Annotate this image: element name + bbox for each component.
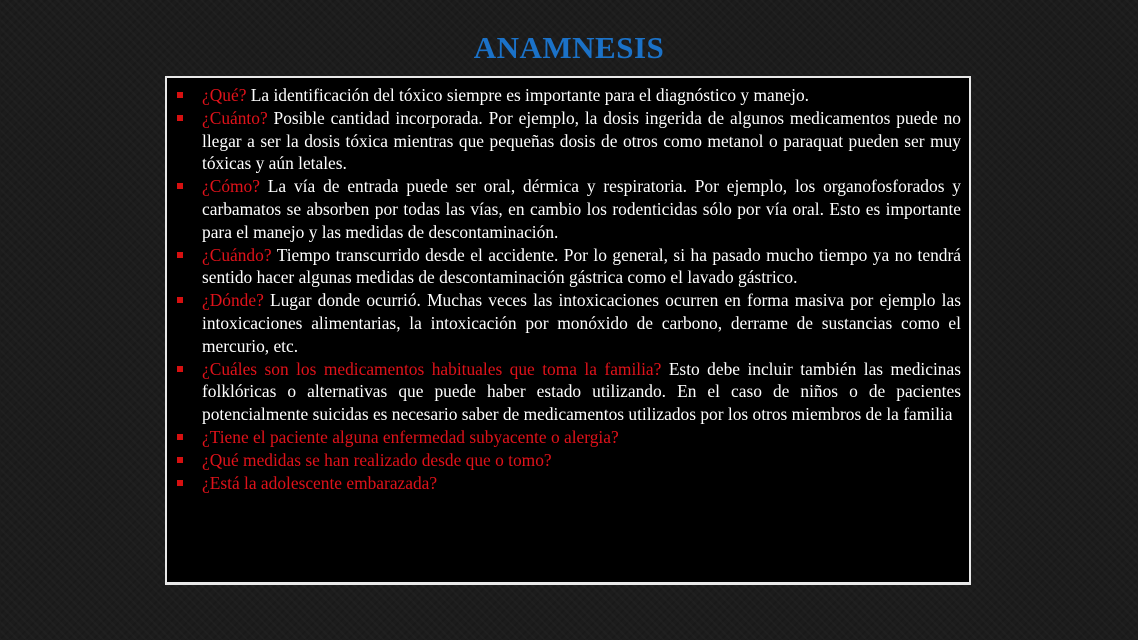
bullet-square-icon	[177, 297, 183, 303]
question-text: ¿Tiene el paciente alguna enfermedad subyacente o alergia?	[202, 426, 619, 447]
list-item	[173, 358, 967, 426]
answer-text: Esto debe incluir también las medicinas folklóricas o alternativas que puede haber estado utilizando. En el caso de niños o de pacientes potencialmente suicidas es necesario saber de medicamentos utilizados por los otros miembros de la familia	[202, 358, 961, 425]
question-text: ¿Qué medidas se han realizado desde que o tomo?	[202, 449, 552, 470]
question-text: ¿Cuándo?	[202, 244, 272, 265]
bullet-square-icon	[177, 92, 183, 98]
question-text: ¿Qué?	[202, 85, 247, 105]
list-item	[173, 426, 967, 449]
slide-title: ANAMNESIS	[473, 30, 665, 65]
list-item	[173, 472, 967, 495]
list-item	[173, 289, 967, 357]
question-text: ¿Cuáles son los medicamentos habituales que toma la familia?	[202, 358, 662, 379]
question-text: ¿Está la adolescente embarazada?	[202, 472, 438, 493]
bullet-square-icon	[177, 434, 183, 440]
question-text: ¿Dónde?	[202, 290, 264, 311]
bullet-square-icon	[177, 183, 183, 189]
content-panel	[165, 76, 971, 585]
bullet-square-icon	[177, 366, 183, 372]
list-item	[173, 449, 967, 472]
list-item	[173, 244, 967, 290]
bullet-square-icon	[177, 457, 183, 463]
bullet-list	[173, 84, 967, 494]
list-item	[173, 175, 967, 243]
list-item	[173, 84, 967, 107]
answer-text: Lugar donde ocurrió. Muchas veces las intoxicaciones ocurren en forma masiva por ejemplo las intoxicaciones alimentarias, la intoxicación por monóxido de carbono, derrame de sustancias como el mercurio, etc.	[202, 290, 961, 356]
answer-text: La identificación del tóxico siempre es importante para el diagnóstico y manejo.	[246, 85, 810, 105]
answer-text: La vía de entrada puede ser oral, dérmica y respiratoria. Por ejemplo, los organofosforados y carbamatos se absorben por todas las vías, en cambio los rodenticidas sólo por vía oral. Esto es importante para el manejo y las medidas de descontaminación.	[202, 176, 961, 242]
question-text: ¿Cuánto?	[202, 107, 268, 128]
bullet-square-icon	[177, 252, 183, 258]
list-item	[173, 107, 967, 175]
bullet-square-icon	[177, 115, 183, 121]
answer-text: Tiempo transcurrido desde el accidente. Por lo general, si ha pasado mucho tiempo ya no tendrá sentido hacer algunas medidas de descontaminación gástrica como el lavado gástrico.	[202, 244, 961, 288]
answer-text: Posible cantidad incorporada. Por ejemplo, la dosis ingerida de algunos medicamentos puede no llegar a ser la dosis tóxica mientras que pequeñas dosis de otros como metanol o paraquat pueden ser muy tóxicas y aún letales.	[202, 107, 961, 174]
question-text: ¿Cómo?	[202, 176, 260, 197]
bullet-square-icon	[177, 480, 183, 486]
